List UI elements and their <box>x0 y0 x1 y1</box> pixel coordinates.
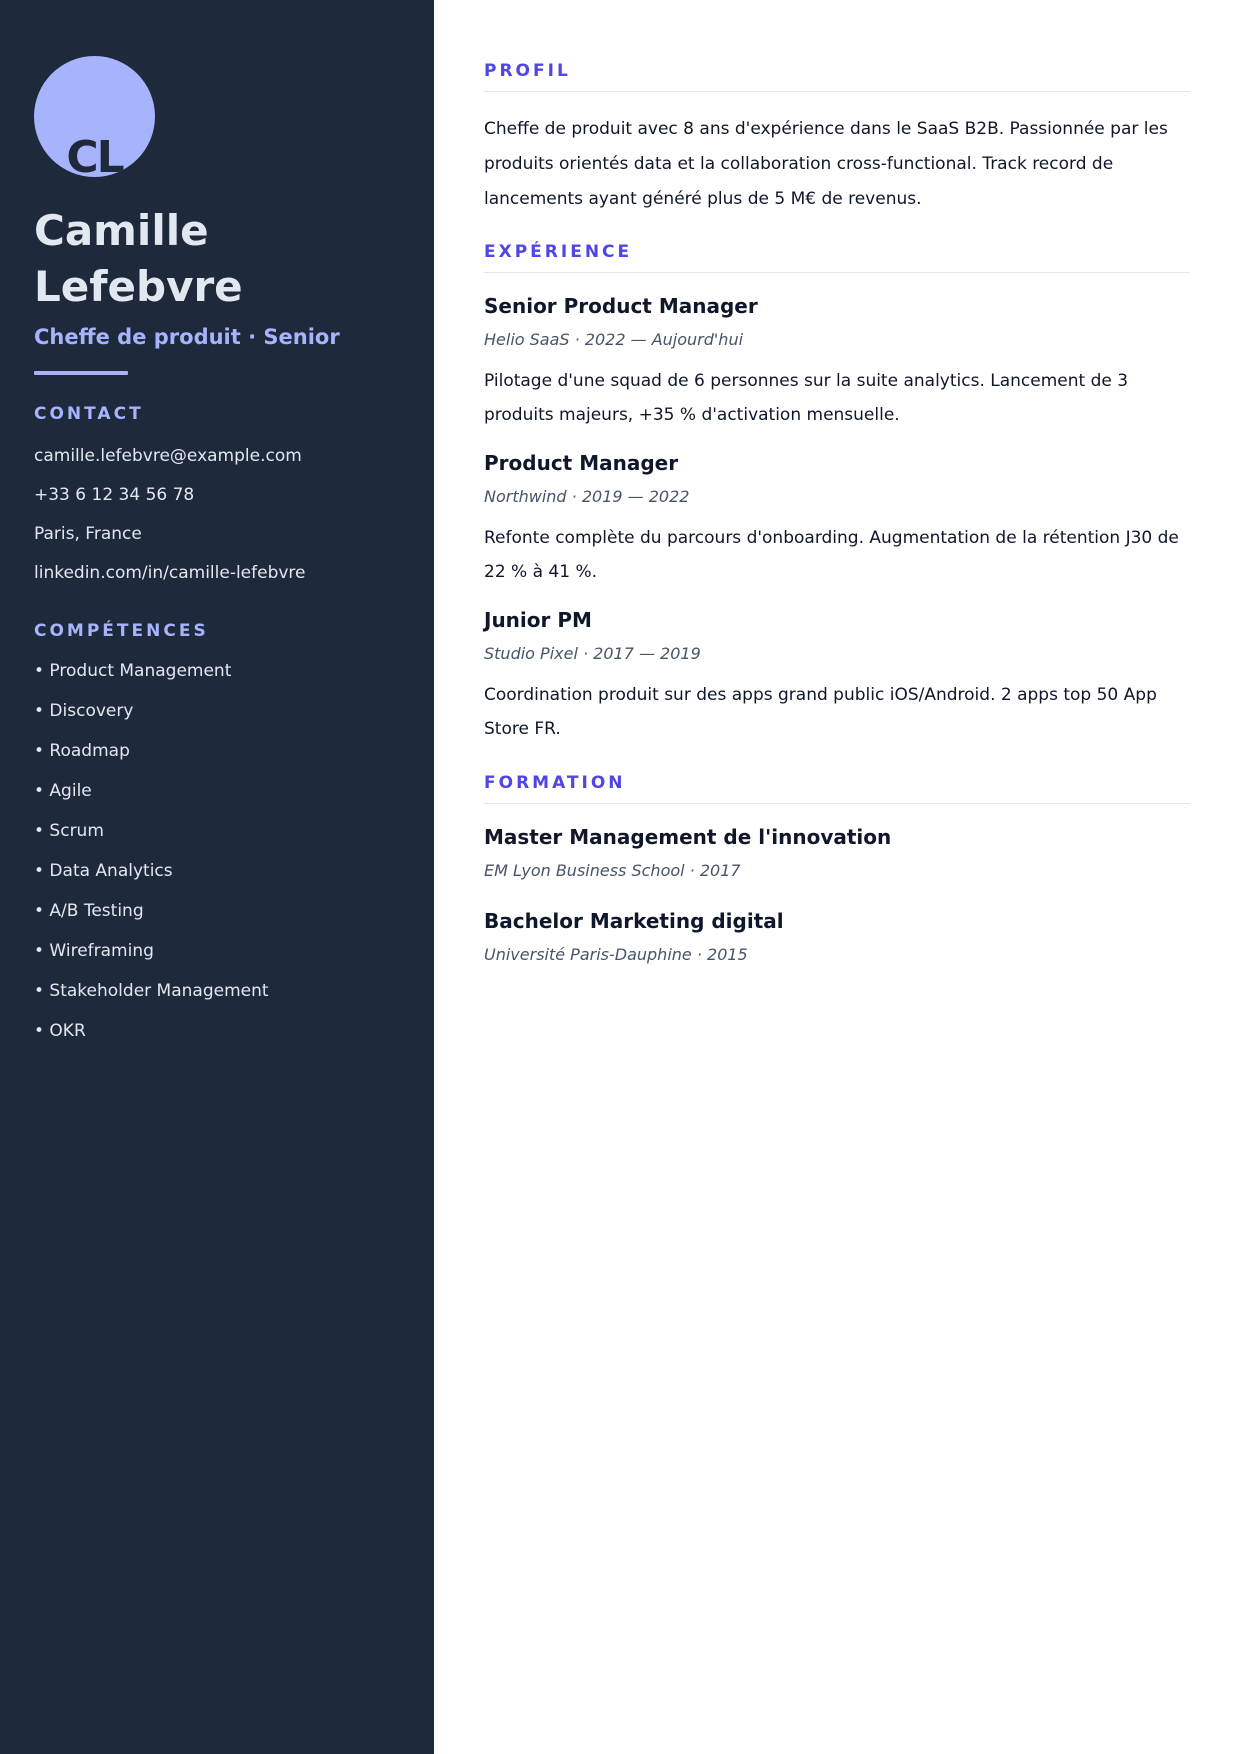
skill-item: • A/B Testing <box>34 901 144 921</box>
skill-item: • Agile <box>34 781 92 801</box>
job-title: Senior Product Manager <box>484 294 758 318</box>
job-description: Pilotage d'une squad de 6 personnes sur la suite analytics. Lancement de 3 produits majeurs, +35 % d'activation mensuelle. <box>484 371 1129 425</box>
main-content <box>434 0 1241 1754</box>
experience-entry <box>484 607 1190 746</box>
skill-item: • Wireframing <box>34 941 154 961</box>
education-entry <box>484 824 1190 882</box>
profile-summary: Cheffe de produit avec 8 ans d'expérience dans le SaaS B2B. Passionnée par les produits orientés data et la collaboration cross-functional. Track record de lancements ayant généré plus de 5 M€ de revenus. <box>484 119 1168 209</box>
skill-item: • Discovery <box>34 701 134 721</box>
candidate-title: Cheffe de produit · Senior <box>34 325 340 349</box>
experience-entry <box>484 293 1190 432</box>
contact-phone: +33 6 12 34 56 78 <box>34 485 195 505</box>
experience-entry <box>484 450 1190 589</box>
skill-item: • OKR <box>34 1021 86 1041</box>
job-description: Refonte complète du parcours d'onboarding. Augmentation de la rétention J30 de 22 % à 41 %. <box>484 528 1179 582</box>
skill-item: • Scrum <box>34 821 104 841</box>
profile-section <box>484 60 1190 217</box>
job-meta: Northwind · 2019 — 2022 <box>484 487 690 506</box>
accent-divider <box>34 371 128 375</box>
degree-title: Master Management de l'innovation <box>484 825 892 849</box>
contact-list <box>34 445 404 584</box>
job-meta: Studio Pixel · 2017 — 2019 <box>484 644 701 663</box>
job-title: Junior PM <box>484 608 592 632</box>
skill-item: • Product Management <box>34 661 232 681</box>
profile-heading: PROFIL <box>484 60 1190 92</box>
skills-heading: COMPÉTENCES <box>34 621 209 641</box>
contact-linkedin: linkedin.com/in/camille-lefebvre <box>34 563 306 583</box>
candidate-name <box>34 203 404 315</box>
sidebar <box>0 0 434 1754</box>
contact-location: Paris, France <box>34 524 142 544</box>
candidate-first-name: Camille <box>34 206 209 255</box>
job-description: Coordination produit sur des apps grand public iOS/Android. 2 apps top 50 App Store FR. <box>484 685 1157 739</box>
skill-item: • Stakeholder Management <box>34 981 269 1001</box>
experience-heading: EXPÉRIENCE <box>484 241 1190 273</box>
contact-email: camille.lefebvre@example.com <box>34 446 302 466</box>
avatar-initials: CL <box>66 132 123 177</box>
contact-heading: CONTACT <box>34 404 144 424</box>
degree-meta: Université Paris-Dauphine · 2015 <box>484 945 748 964</box>
skill-item: • Data Analytics <box>34 861 173 881</box>
experience-section <box>484 241 1190 746</box>
education-entry <box>484 908 1190 966</box>
avatar <box>34 56 155 177</box>
job-meta: Helio SaaS · 2022 — Aujourd'hui <box>484 330 744 349</box>
education-heading: FORMATION <box>484 772 1190 804</box>
candidate-last-name: Lefebvre <box>34 262 243 311</box>
skills-list <box>34 660 404 1042</box>
skill-item: • Roadmap <box>34 741 130 761</box>
degree-meta: EM Lyon Business School · 2017 <box>484 861 741 880</box>
education-section <box>484 772 1190 966</box>
job-title: Product Manager <box>484 451 679 475</box>
degree-title: Bachelor Marketing digital <box>484 909 784 933</box>
